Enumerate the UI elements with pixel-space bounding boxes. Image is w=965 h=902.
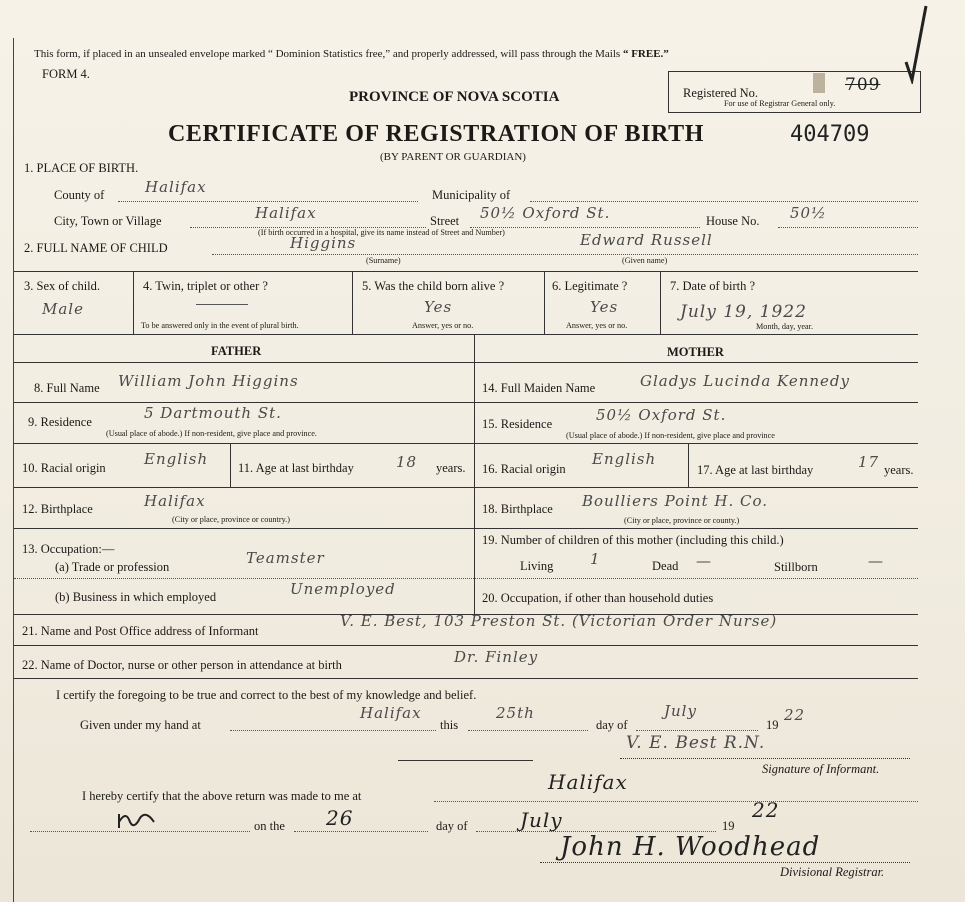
- legitimate-value: Yes: [590, 298, 619, 316]
- row21-rule: [14, 645, 918, 646]
- certificate-subtitle: (BY PARENT OR GUARDIAN): [380, 151, 526, 163]
- this-label: this: [440, 718, 459, 732]
- given-month-value: July: [664, 702, 697, 720]
- city-label: City, Town or Village: [54, 214, 162, 228]
- informant-signature-caption: Signature of Informant.: [762, 762, 880, 776]
- father-residence-label: 9. Residence: [28, 415, 92, 429]
- return-month-value: July: [520, 808, 563, 832]
- city-value: Halifax: [255, 204, 317, 222]
- row3-divider-2: [352, 271, 353, 334]
- hospital-note: (If birth occurred in a hospital, give its name instead of Street and Number): [258, 228, 505, 237]
- legitimate-label: 6. Legitimate ?: [552, 279, 628, 293]
- mother-racial-label: 16. Racial origin: [482, 462, 566, 476]
- father-age-value: 18: [396, 453, 418, 471]
- province-heading: PROVINCE OF NOVA SCOTIA: [349, 89, 560, 105]
- registered-no-label: Registered No.: [683, 86, 758, 100]
- return-year-value: 22: [752, 798, 780, 822]
- mother-birthplace-value: Boulliers Point H. Co.: [582, 492, 769, 510]
- house-label: House No.: [706, 214, 760, 228]
- father-birthplace-label: 12. Birthplace: [22, 502, 93, 516]
- row3-top-rule: [14, 271, 918, 272]
- given-day-value: 25th: [496, 704, 535, 722]
- alive-note: Answer, yes or no.: [412, 321, 474, 330]
- mother-residence-note: (Usual place of abode.) If non-resident, give place and province: [566, 431, 775, 440]
- dead-label: Dead: [652, 559, 679, 573]
- father-racial-value: English: [144, 450, 209, 468]
- municipality-line: [530, 201, 918, 202]
- father-birthplace-value: Halifax: [144, 492, 206, 510]
- twin-label: 4. Twin, triplet or other ?: [143, 279, 268, 293]
- certificate-title: CERTIFICATE OF REGISTRATION OF BIRTH: [168, 121, 704, 147]
- county-value: Halifax: [145, 178, 207, 196]
- municipality-label: Municipality of: [432, 188, 511, 202]
- registered-no-value: 709: [845, 75, 881, 95]
- stillborn-label: Stillborn: [774, 560, 818, 574]
- check-mark: [904, 4, 928, 84]
- mother-heading: MOTHER: [667, 345, 724, 359]
- father-name-label: 8. Full Name: [34, 381, 100, 395]
- parents-heading-rule: [14, 362, 918, 363]
- mother-children-label: 19. Number of children of this mother (including this child.): [482, 533, 784, 547]
- given-place-value: Halifax: [360, 704, 422, 722]
- father-name-value: William John Higgins: [118, 372, 299, 390]
- child-given-value: Edward Russell: [580, 231, 713, 249]
- child-surname-value: Higgins: [290, 234, 357, 252]
- mother-birthplace-note: (City or place, province or county.): [624, 516, 740, 525]
- given-place-line: [230, 730, 436, 731]
- row13a-rule: [14, 578, 918, 579]
- date-label: 7. Date of birth ?: [670, 279, 756, 293]
- surname-caption: (Surname): [366, 256, 401, 265]
- registrar-note: For use of Registrar General only.: [724, 99, 836, 108]
- doctor-label: 22. Name of Doctor, nurse or other person in attendance at birth: [22, 658, 342, 672]
- given-dayof-label: day of: [596, 718, 628, 732]
- date-value: July 19, 1922: [680, 302, 807, 322]
- father-years-label: years.: [436, 461, 466, 475]
- mother-age-value: 17: [858, 453, 880, 471]
- registrar-signature: John H. Woodhead: [560, 832, 821, 862]
- place-of-birth-heading: 1. PLACE OF BIRTH.: [24, 161, 139, 175]
- doctor-value: Dr. Finley: [454, 648, 539, 666]
- registrar-initial-mark: [116, 808, 158, 832]
- county-line: [118, 201, 418, 202]
- stillborn-value: —: [868, 552, 884, 570]
- living-value: 1: [590, 550, 601, 568]
- return-place-value: Halifax: [548, 770, 628, 794]
- parents-center-rule: [474, 334, 475, 614]
- given-caption: (Given name): [622, 256, 668, 265]
- twin-note: To be answered only in the event of plural birth.: [141, 321, 299, 330]
- father-trade-value: Teamster: [246, 549, 325, 567]
- mother-birthplace-label: 18. Birthplace: [482, 502, 553, 516]
- father-racial-label: 10. Racial origin: [22, 461, 106, 475]
- return-year-prefix: 19: [722, 819, 735, 833]
- mail-notice: [34, 49, 669, 60]
- legitimate-note: Answer, yes or no.: [566, 321, 628, 330]
- father-age-divider: [230, 443, 231, 487]
- return-dayof-label: day of: [436, 819, 468, 833]
- alive-label: 5. Was the child born alive ?: [362, 279, 505, 293]
- row8-rule: [14, 402, 918, 403]
- row10-rule: [14, 487, 918, 488]
- return-place-line: [434, 801, 918, 802]
- informant-label: 21. Name and Post Office address of Informant: [22, 624, 259, 638]
- father-age-label: 11. Age at last birthday: [238, 461, 354, 475]
- row22-rule: [14, 678, 918, 679]
- father-residence-note: (Usual place of abode.) If non-resident, give place and province.: [106, 429, 317, 438]
- mother-years-label: years.: [884, 463, 914, 477]
- sex-value: Male: [42, 300, 84, 318]
- return-initial-line: [30, 831, 250, 832]
- mail-notice-free: “ FREE.”: [622, 48, 669, 60]
- house-value: 50½: [790, 204, 827, 222]
- child-name-line: [212, 254, 918, 255]
- mother-name-label: 14. Full Maiden Name: [482, 381, 596, 395]
- mother-racial-value: English: [592, 450, 657, 468]
- sex-label: 3. Sex of child.: [24, 279, 101, 293]
- registrar-caption: Divisional Registrar.: [780, 865, 885, 879]
- mother-age-label: 17. Age at last birthday: [697, 463, 814, 477]
- father-business-label: (b) Business in which employed: [55, 590, 217, 604]
- return-text: I hereby certify that the above return was made to me at: [82, 789, 362, 803]
- father-heading: FATHER: [211, 344, 262, 358]
- left-margin-rule: [13, 38, 14, 902]
- father-birthplace-note: (City or place, province or country.): [172, 515, 290, 524]
- stamp-mark: [813, 73, 825, 93]
- row3-divider-3: [544, 271, 545, 334]
- row3-bottom-rule: [14, 334, 918, 335]
- mother-age-divider: [688, 443, 689, 487]
- given-day-line: [468, 730, 588, 731]
- form-number: FORM 4.: [42, 67, 90, 81]
- father-residence-value: 5 Dartmouth St.: [144, 404, 282, 422]
- given-under-label: Given under my hand at: [80, 718, 201, 732]
- certificate-number: 404709: [790, 122, 870, 147]
- father-business-value: Unemployed: [290, 580, 396, 598]
- county-label: County of: [54, 188, 105, 202]
- street-value: 50½ Oxford St.: [480, 204, 611, 222]
- separator-rule: [398, 760, 533, 761]
- return-on-label: on the: [254, 819, 285, 833]
- given-year-value: 22: [784, 706, 806, 724]
- alive-value: Yes: [424, 298, 453, 316]
- house-line: [778, 227, 918, 228]
- row12-rule: [14, 528, 918, 529]
- registrar-signature-line: [540, 862, 910, 863]
- row3-divider-1: [133, 271, 134, 334]
- living-label: Living: [520, 559, 554, 573]
- mail-notice-text: This form, if placed in an unsealed envelope marked “ Dominion Statistics free,” and properly addressed, will pass through the Mails: [34, 48, 621, 60]
- date-note: Month, day, year.: [756, 322, 813, 331]
- given-year-prefix: 19: [766, 718, 779, 732]
- mother-residence-value: 50½ Oxford St.: [596, 406, 727, 424]
- row3-divider-4: [660, 271, 661, 334]
- dead-value: —: [696, 552, 712, 570]
- twin-value-dash: [196, 304, 248, 305]
- street-label: Street: [430, 214, 460, 228]
- father-trade-label: (a) Trade or profession: [55, 560, 170, 574]
- return-day-line: [294, 831, 428, 832]
- informant-signature: V. E. Best R.N.: [626, 733, 766, 753]
- row9-rule: [14, 443, 918, 444]
- mother-name-value: Gladys Lucinda Kennedy: [640, 372, 851, 390]
- mother-occupation-label: 20. Occupation, if other than household duties: [482, 591, 714, 605]
- child-name-label: 2. FULL NAME OF CHILD: [24, 241, 168, 255]
- mother-residence-label: 15. Residence: [482, 417, 553, 431]
- father-occupation-label: 13. Occupation:—: [22, 542, 115, 556]
- given-month-line: [636, 730, 758, 731]
- informant-signature-line: [620, 758, 910, 759]
- return-day-value: 26: [326, 806, 354, 830]
- informant-value: V. E. Best, 103 Preston St. (Victorian Order Nurse): [340, 612, 778, 630]
- certify-text: I certify the foregoing to be true and correct to the best of my knowledge and belief.: [56, 688, 477, 702]
